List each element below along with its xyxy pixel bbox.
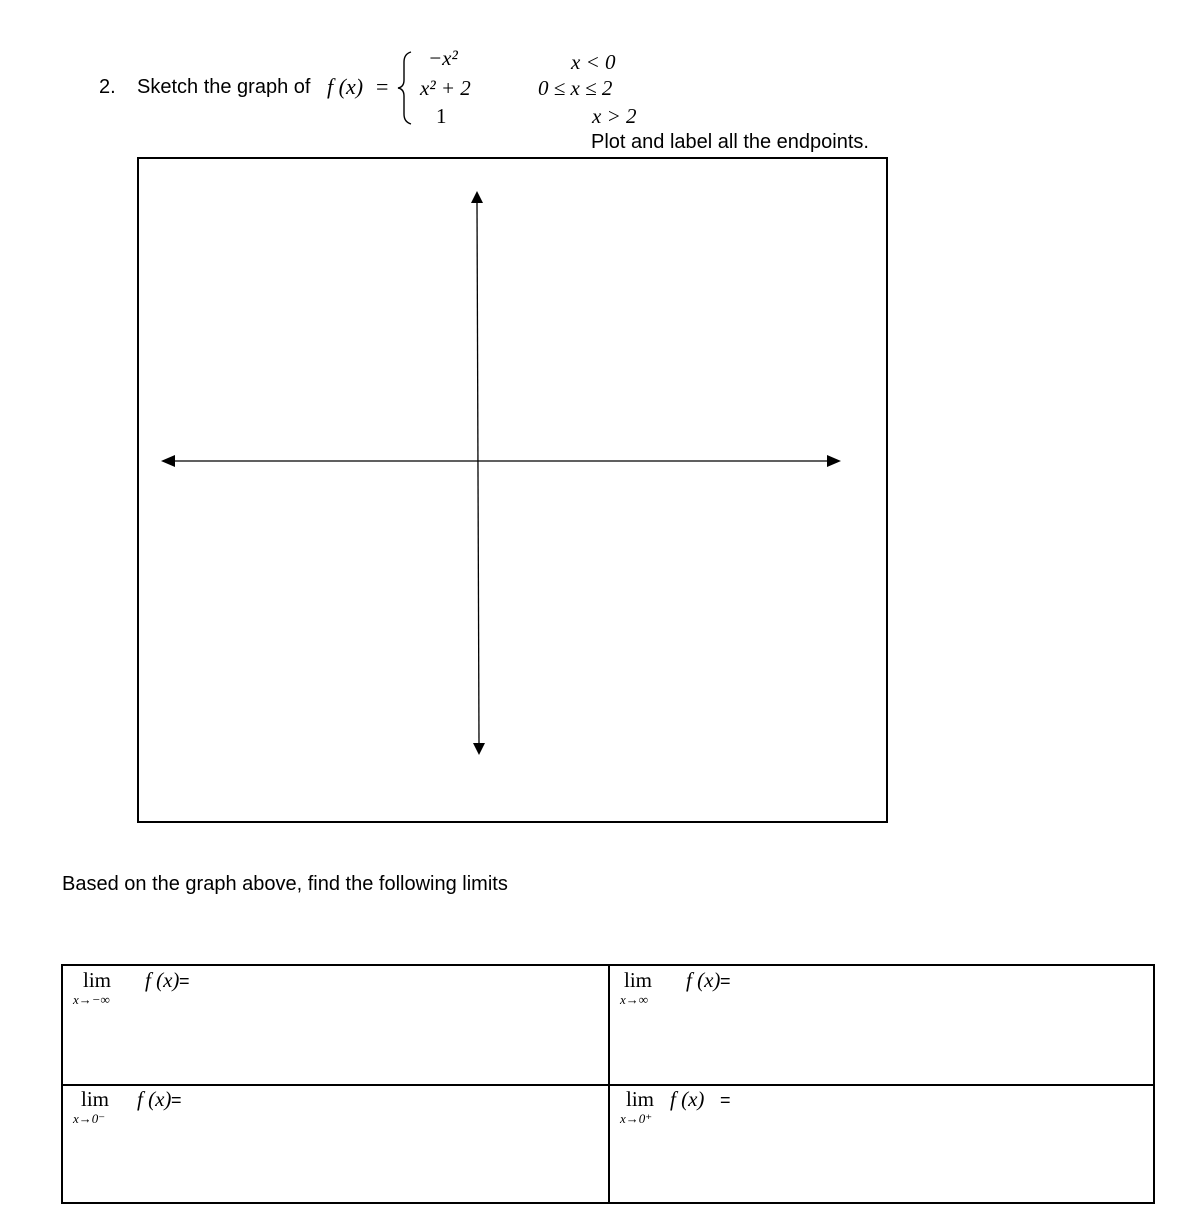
x-axis-right-arrow-icon — [827, 455, 841, 467]
graph-area[interactable] — [137, 157, 888, 823]
piece-2-expression: x² + 2 — [420, 76, 471, 100]
lim-function: f (x) — [145, 968, 180, 992]
y-axis-down-arrow-icon — [473, 743, 485, 755]
lim-equals: = — [171, 1090, 182, 1110]
instruction-text: Plot and label all the endpoints. — [591, 131, 869, 153]
problem-number: 2. — [99, 76, 116, 98]
limit-cell-zero-left[interactable] — [63, 1086, 608, 1202]
y-axis — [477, 203, 479, 743]
problem-prompt: Sketch the graph of — [137, 76, 311, 98]
limits-table — [61, 964, 1155, 1204]
left-brace-icon — [396, 50, 416, 126]
lim-word: lim — [626, 1087, 655, 1111]
piece-1-expression: −x² — [428, 46, 458, 70]
lim-function: f (x) — [686, 968, 721, 992]
limits-prompt: Based on the graph above, find the following limits — [62, 873, 508, 895]
x-axis-left-arrow-icon — [161, 455, 175, 467]
limit-cell-neg-infinity[interactable] — [63, 966, 608, 1084]
lim-equals: = — [179, 971, 190, 991]
piece-3-condition: x > 2 — [592, 104, 637, 128]
lim-approach: x→0⁺ — [620, 1111, 653, 1126]
lim-word: lim — [83, 968, 112, 992]
lim-word: lim — [81, 1087, 110, 1111]
limit-cell-zero-right[interactable] — [610, 1086, 1155, 1202]
function-label: f (x) — [327, 74, 364, 99]
lim-function: f (x) — [670, 1087, 705, 1111]
lim-approach: x→−∞ — [73, 992, 110, 1007]
lim-equals: = — [720, 971, 731, 991]
lim-approach: x→0⁻ — [73, 1111, 106, 1126]
limit-cell-pos-infinity[interactable] — [610, 966, 1155, 1084]
lim-word: lim — [624, 968, 653, 992]
lim-function: f (x) — [137, 1087, 172, 1111]
lim-approach: x→∞ — [620, 992, 649, 1007]
piece-2-condition: 0 ≤ x ≤ 2 — [538, 76, 613, 100]
lim-equals: = — [720, 1090, 731, 1110]
piece-1-condition: x < 0 — [571, 50, 616, 74]
coordinate-axes — [139, 159, 886, 821]
y-axis-up-arrow-icon — [471, 191, 483, 203]
piece-3-expression: 1 — [436, 104, 447, 128]
equals-sign: = — [376, 74, 389, 99]
